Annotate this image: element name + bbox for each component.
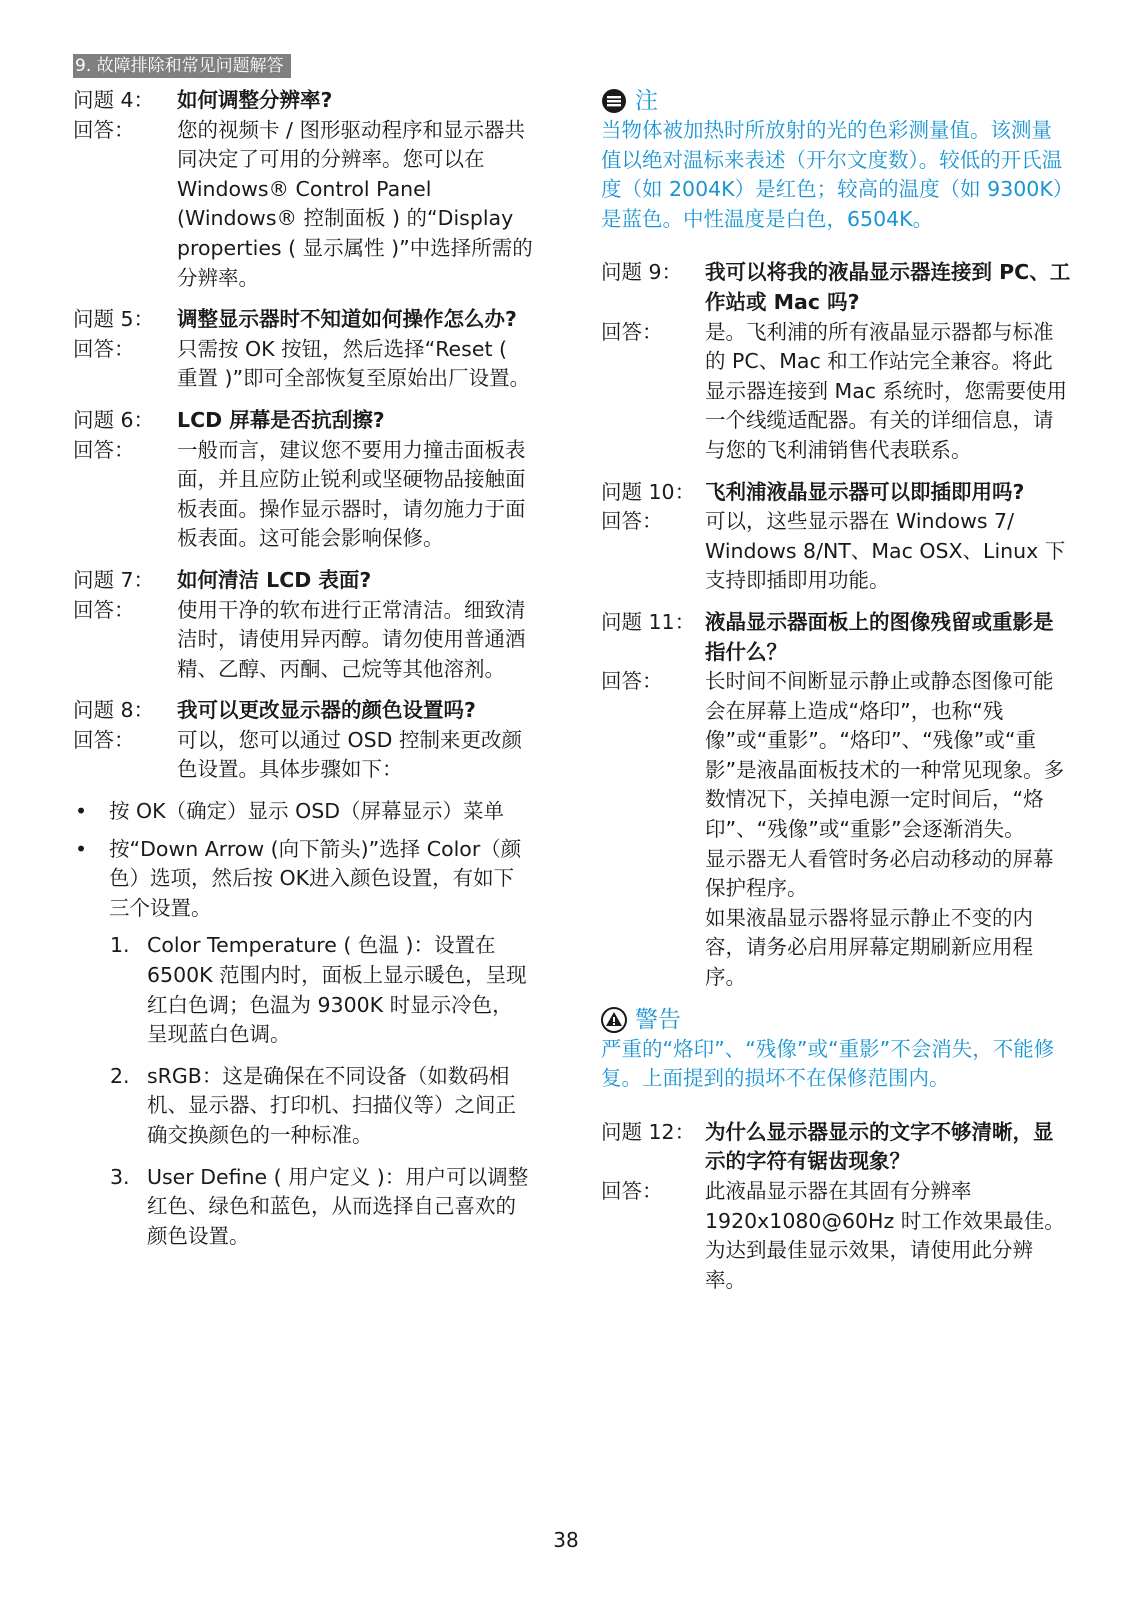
answer-text: 可以，您可以通过 OSD 控制来更改颜色设置。具体步骤如下： xyxy=(177,727,522,782)
warning-callout xyxy=(601,1005,1071,1094)
item-text: sRGB：这是确保在不同设备（如数码相机、显示器、打印机、扫描仪等）之间正确交换颜色的一种标准。 xyxy=(147,1063,516,1147)
item-number: 2. xyxy=(110,1063,130,1088)
bullet-text: 按 OK（确定）显示 OSD（屏幕显示）菜单 xyxy=(109,799,505,824)
item-text: Color Temperature ( 色温 )：设置在 6500K 范围内时，面板上显示暖色，呈现红白色调；色温为 9300K 时显示冷色，呈现蓝白色调。 xyxy=(147,933,527,1047)
note-icon xyxy=(601,88,627,114)
answer-text: 只需按 OK 按钮，然后选择“Reset ( 重置 )”即可全部恢复至原始出厂设置。 xyxy=(177,336,531,391)
page-number: 38 xyxy=(553,1528,579,1552)
question-label: 问题 11： xyxy=(601,609,696,634)
answer-label: 回答： xyxy=(73,437,135,462)
question-text: 如何清洁 LCD 表面? xyxy=(177,567,372,592)
numbered-item xyxy=(110,931,533,1049)
question-text: 调整显示器时不知道如何操作怎么办? xyxy=(177,307,517,332)
answer-text: 如果液晶显示器将显示静止不变的内容，请务必启用屏幕定期刷新应用程序。 xyxy=(705,905,1033,990)
faq-item-5 xyxy=(73,305,533,394)
question-label: 问题 6： xyxy=(73,407,155,432)
question-label: 问题 7： xyxy=(73,567,155,592)
faq-item-6 xyxy=(73,406,533,554)
answer-label: 回答： xyxy=(73,597,135,622)
note-text: 当物体被加热时所放射的光的色彩测量值。该测量值以绝对温标来表述（开尔文度数）。较低的开氏温度（如 2004K）是红色；较高的温度（如 9300K）是蓝色。中性温度是白色，6504K。 xyxy=(601,118,1064,231)
faq-item-12 xyxy=(601,1118,1071,1296)
answer-text: 使用干净的软布进行正常清洁。细致清洁时，请使用异丙醇。请勿使用普通酒精、乙醇、丙酮、己烷等其他溶剂。 xyxy=(177,597,526,681)
answer-text: 显示器无人看管时务必启动移动的屏幕保护程序。 xyxy=(705,846,1054,901)
question-label: 问题 4： xyxy=(73,88,155,112)
item-number: 3. xyxy=(110,1164,130,1189)
bullet-mark: • xyxy=(75,836,88,861)
answer-label: 回答： xyxy=(601,669,663,694)
bullet-item xyxy=(73,835,533,924)
question-text: 如何调整分辨率? xyxy=(177,88,333,112)
answer-label: 回答： xyxy=(601,1179,663,1203)
warning-text: 严重的“烙印”、“残像”或“重影”不会消失，不能修复。上面提到的损坏不在保修范围内。 xyxy=(601,1036,1055,1091)
answer-text: 长时间不间断显示静止或静态图像可能会在屏幕上造成“烙印”，也称“残像”或“重影”。“烙印”、“残像”或“重影”是液晶面板技术的一种常见现象。多数情况下，关掉电源一定时间后，“烙印”、“残像”或“重影”会逐渐消失。 xyxy=(705,669,1065,842)
section-header-tab: 9. 故障排除和常见问题解答 xyxy=(73,54,291,78)
faq-item-9 xyxy=(601,258,1071,465)
item-text: User Define ( 用户定义 )：用户可以调整红色、绿色和蓝色，从而选择自己喜欢的颜色设置。 xyxy=(147,1164,529,1248)
question-text: 我可以将我的液晶显示器连接到 PC、工作站或 Mac 吗? xyxy=(705,260,1071,314)
question-text: 为什么显示器显示的文字不够清晰，显示的字符有锯齿现象？ xyxy=(705,1119,1054,1174)
faq-item-8 xyxy=(73,696,533,785)
note-title: 注 xyxy=(635,88,658,114)
faq-item-10 xyxy=(601,478,1071,596)
answer-text: 此液晶显示器在其固有分辨率 1920x1080@60Hz 时工作效果最佳。为达到最佳显示效果，请使用此分辨率。 xyxy=(705,1179,1065,1292)
note-callout xyxy=(601,86,1071,234)
answer-text: 您的视频卡 / 图形驱动程序和显示器共同决定了可用的分辨率。您可以在 Windows® Control Panel (Windows® 控制面板 ) 的“Display properties ( 显示属性 )”中选择所需的分辨率。 xyxy=(177,117,533,290)
right-column xyxy=(601,86,1071,1307)
bullet-item xyxy=(73,797,533,827)
numbered-item xyxy=(110,1062,533,1151)
bullet-mark: • xyxy=(75,799,88,824)
answer-text: 一般而言，建议您不要用力撞击面板表面，并且应防止锐利或坚硬物品接触面板表面。操作显示器时，请勿施力于面板表面。这可能会影响保修。 xyxy=(177,437,526,551)
faq-item-7 xyxy=(73,566,533,684)
answer-label: 回答： xyxy=(73,727,135,752)
answer-text: 可以，这些显示器在 Windows 7/ Windows 8/NT、Mac OSX、Linux 下支持即插即用功能。 xyxy=(705,509,1066,593)
question-label: 问题 10： xyxy=(601,479,696,504)
answer-label: 回答： xyxy=(601,319,663,344)
answer-text: 是。飞利浦的所有液晶显示器都与标准的 PC、Mac 和工作站完全兼容。将此显示器连接到 Mac 系统时，您需要使用一个线缆适配器。有关的详细信息，请与您的飞利浦销售代表联系。 xyxy=(705,319,1068,462)
answer-label: 回答： xyxy=(73,117,135,142)
faq-item-4 xyxy=(73,86,533,293)
numbered-item xyxy=(110,1163,533,1252)
question-text: 我可以更改显示器的颜色设置吗? xyxy=(177,698,476,723)
question-label: 问题 8： xyxy=(73,698,155,723)
question-text: 液晶显示器面板上的图像残留或重影是指什么？ xyxy=(705,609,1054,664)
warning-icon xyxy=(601,1007,627,1033)
answer-label: 回答： xyxy=(73,336,135,361)
bullet-text: 按“Down Arrow (向下箭头)”选择 Color（颜色）选项，然后按 OK进入颜色设置，有如下三个设置。 xyxy=(109,836,522,920)
answer-label: 回答： xyxy=(601,509,663,534)
item-number: 1. xyxy=(110,933,130,958)
question-label: 问题 9： xyxy=(601,260,683,285)
question-text: LCD 屏幕是否抗刮擦? xyxy=(177,407,385,432)
question-label: 问题 5： xyxy=(73,307,155,332)
faq-item-11 xyxy=(601,608,1071,993)
left-column xyxy=(73,86,533,1263)
warning-title: 警告 xyxy=(635,1006,681,1033)
question-label: 问题 12： xyxy=(601,1119,696,1144)
question-text: 飞利浦液晶显示器可以即插即用吗? xyxy=(705,479,1025,504)
